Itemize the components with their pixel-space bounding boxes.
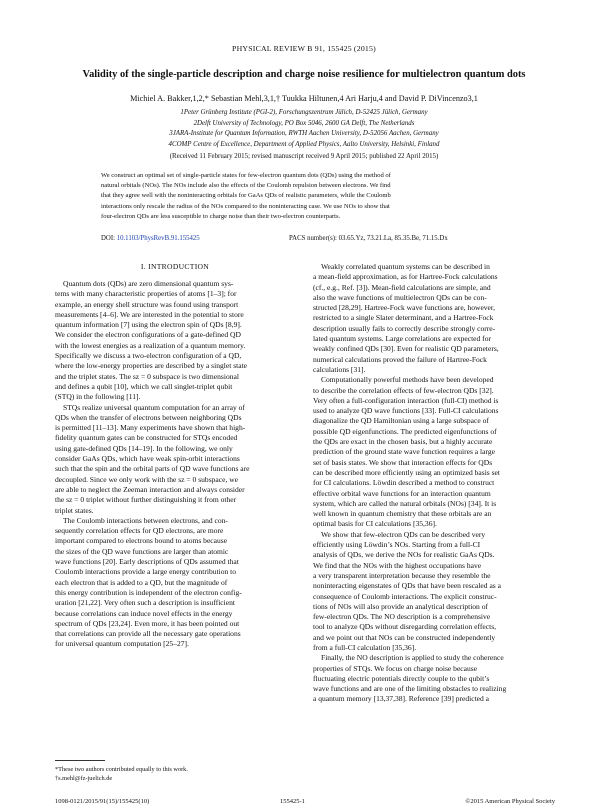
journal-header: PHYSICAL REVIEW B 91, 155425 (2015) [232,44,376,53]
text-line: numerical calculations proved the failure of Hartree-Fock [313,354,487,364]
text-line: triplet states. [55,505,94,515]
text-line: a very transparent interpretation because they resemble the [313,570,491,580]
text-line: tems with many characteristic properties of atoms [1–3]; for [55,289,237,299]
text-line: a quantum memory [13,37,38]. Reference [39] predicted a [313,694,490,704]
text-line: QDs when the transfer of electrons between neighboring QDs [55,412,242,422]
text-line: lated quantum systems. Large correlations are expected for [313,334,491,344]
abstract-line: natural orbitals (NOs). The NOs include also the effects of the Coulomb repulsion between electrons. We find [101,182,391,190]
text-line: wave functions [20]. Early descriptions of QDs assumed that [55,557,239,567]
text-line: the QDs are exact in the chosen basis, but a highly accurate [313,437,493,447]
text-line: analysis of QDs, we derive the NOs for realistic GaAs QDs. [313,550,495,560]
text-line: for universal quantum computation [25–27]. [55,639,189,649]
text-line: sequently correlation effects for QD electrons, are more [55,526,224,536]
affiliation-4: 4COMP Centre of Excellence, Department of Applied Physics, Aalto University, Helsinki, Finland [168,141,440,149]
doi-label: DOI: [101,235,115,242]
text-line: is permitted [11–13]. Many experiments have shown that high- [55,423,246,433]
text-line: effective orbital wave functions for an interaction quantum [313,488,491,498]
text-line: Specifically we discuss a two-electron configuration of a QD, [55,351,242,361]
text-line: using gate-defined QDs [14–19]. In the following, we only [55,443,233,453]
text-line: are able to neglect the Zeeman interaction and always consider [55,484,245,494]
footer-issn: 1098-0121/2015/91(15)/155425(10) [55,798,150,805]
text-line: uration [21,22]. Very often such a description is insufficient [55,598,235,608]
affiliation-1: 1Peter Grünberg Institute (PGI-2), Forschungszentrum Jülich, D-52425 Jülich, Germany [180,109,428,116]
text-line: and we point out that NOs can be constructed independently [313,632,496,642]
text-line: the sz = 0 triplet without further distinguishing it from other [55,495,237,505]
text-line: spectrum of QDs [23,24]. Even more, it has been pointed out [55,618,240,628]
text-line: noninteracting eigenstates of QDs that have been rescaled as a [313,581,501,591]
text-line: diagonalize the QD Hamiltonian using a large subspace of [313,416,489,426]
text-line: Finally, the NO description is applied to study the coherence [321,653,504,663]
text-line: each electron that is added to a QD, but the magnitude of [55,577,228,587]
text-line: efficiently using Löwdin’s NOs. Starting from a full-CI [313,540,481,550]
left-column-body [55,279,295,650]
text-line: consider GaAs QDs, which have weak spin-orbit interactions [55,454,240,464]
text-line: fluctuating electric potentials directly couple to the qubit’s [313,673,490,683]
footnote-equal-contribution: *These two authors contributed equally to this work. [55,766,188,773]
text-line: with the lowest energies as a realization of a quantum memory. [55,340,246,350]
text-line: and the triplet states. The sz = 0 subspace is two dimensional [55,371,239,381]
text-line: from a full-CI calculation [35,36]. [313,642,417,652]
text-line: Quantum dots (QDs) are zero dimensional quantum sys- [63,279,234,288]
abstract-line: interactions only rescale the radius of the NOs compared to the noninteracting case. We use NOs to show that [101,202,390,210]
author-list: Michiel A. Bakker,1,2,* Sebastian Mehl,3,1,† Tuukka Hiltunen,4 Ari Harju,4 and David P. DiVincenzo3,1 [130,94,478,103]
text-line: tions of NOs will also provide an analytical description of [313,601,489,611]
footnote-email[interactable]: †s.mehl@fz-juelich.de [55,774,113,782]
text-line: important compared to electrons bound to atoms because [55,536,228,546]
text-line: quantum information [7] using the electron spin of QDs [8,9]. [55,320,242,330]
text-line: Computationally powerful methods have been developed [321,375,494,385]
text-line: because correlations can induce novel effects in the energy [55,608,233,618]
text-line: measurements [4–6]. We are interested in the potential to store [55,309,244,319]
footer-page-number: 155425-1 [280,798,305,805]
affiliation-2: 2Delft University of Technology, PO Box 5046, 2600 GA Delft, The Netherlands [193,119,415,127]
text-line: structed [28,29]. Hartree-Fock wave functions are, however, [313,303,496,313]
text-line: example, an energy shell structure was found using transport [55,299,239,309]
text-line: We show that few-electron QDs can be described very [321,529,486,539]
text-line: few-electron QDs. The NO description is a comprehensive [313,612,491,622]
text-line: (STQ) in the following [11]. [55,392,141,402]
text-line: tool to analyze QDs without disregarding correlation effects, [313,622,497,632]
text-line: set of basis states. We show that interaction effects for QDs [313,457,493,467]
abstract-line: that they agree well with the noninteracting orbitals for GaAs QDs of realistic parameters, while the Coulomb [101,192,391,200]
text-line: consequence of Coulomb interactions. The explicit construc- [313,591,497,601]
text-line: Coulomb interactions provide a large energy contribution to [55,567,237,577]
text-line: this energy contribution is independent of the electron config- [55,587,242,597]
text-line: decoupled. Since we only work with the sz = 0 subspace, we [55,474,239,484]
text-line: such that the spin and the orbital parts of QD wave functions are [55,464,250,474]
text-line: wave functions and are one of the limiting obstacles to realizing [313,684,507,694]
footnote-divider [55,760,105,761]
pacs-numbers: PACS number(s): 03.65.Yz, 73.21.La, 85.35.Be, 71.15.Dx [289,235,448,242]
text-line: Weakly correlated quantum systems can be described in [321,262,490,271]
text-line: STQs realize universal quantum computation for an array of [63,402,245,412]
doi-link[interactable]: 10.1103/PhysRevB.91.155425 [116,235,200,242]
abstract-line: four-electron QDs are less susceptible to charge noise than their two-electron counterparts. [101,212,341,220]
text-line: We consider the electron configurations of a gate-defined QD [55,330,241,340]
footnotes [55,766,295,783]
text-line: restricted to a single Slater determinant, and a Hartree-Fock [313,313,494,323]
affiliation-3: 3JARA-Institute for Quantum Information, RWTH Aachen University, D-52056 Aachen, Germany [169,130,439,138]
text-line: calculations [31]. [313,364,366,374]
text-line: Very often a full-configuration interaction (full-CI) method is [313,395,499,405]
text-line: and defines a qubit [10], which we call singlet-triplet qubit [55,381,233,391]
text-line: well known in quantum chemistry that these orbitals are an [313,509,492,519]
affiliation-list [30,108,578,151]
publication-dates: (Received 11 February 2015; revised manuscript received 9 April 2015; published 22 April 2015) [169,153,439,160]
text-line: system, which are called the natural orbitals (NOs) [34]. It is [313,498,497,508]
footer-copyright: ©2015 American Physical Society [465,798,555,805]
text-line: can be described more efficiently using an optimized basis set [313,467,501,477]
abstract [101,171,511,222]
paper-title: Validity of the single-particle description and charge noise resilience for multielectron quantum dots [82,69,526,80]
text-line: We find that the NOs with the highest occupations have [313,560,482,570]
abstract-line: We construct an optimal set of single-particle states for few-electron quantum dots (QDs) using the method of [101,172,391,179]
text-line: to describe the correlation effects of few-electron QDs [32]. [313,385,494,395]
right-column-body [313,262,555,705]
text-line: prediction of the ground state wave function requires a large [313,447,495,457]
text-line: The Coulomb interactions between electrons, and con- [63,515,228,525]
text-line: a mean-field approximation, as for Hartree-Fock calculations [313,272,498,282]
text-line: for CI calculations. Löwdin described a method to construct [313,478,495,488]
text-line: also the wave functions of multielectron QDs can be con- [313,292,487,302]
text-line: that correlations can provide all the necessary gate operations [55,629,241,639]
text-line: weakly confined QDs [30]. Even for realistic QD parameters, [313,344,499,354]
left-column [55,262,295,650]
right-column [313,262,555,705]
text-line: where the low-energy properties are described by a singlet state [55,361,248,371]
text-line: optimal basis for CI calculations [35,36]. [313,519,437,529]
text-line: the sizes of the QD wave functions are larger than atomic [55,546,229,556]
doi-pacs-row [101,235,511,242]
text-line: fidelity quantum gates can be constructed for STQs encoded [55,433,238,443]
text-line: (cf., e.g., Ref. [3]). Mean-field calculations are simple, and [313,282,491,292]
text-line: used to analyze QD wave functions [33]. Full-CI calculations [313,406,499,416]
text-line: properties of STQs. We focus on charge noise because [313,663,478,673]
section-heading: I. INTRODUCTION [140,262,210,271]
text-line: possible QD eigenfunctions. The predicted eigenfunctions of [313,426,497,436]
text-line: description usually fails to correctly describe strongly corre- [313,323,496,333]
